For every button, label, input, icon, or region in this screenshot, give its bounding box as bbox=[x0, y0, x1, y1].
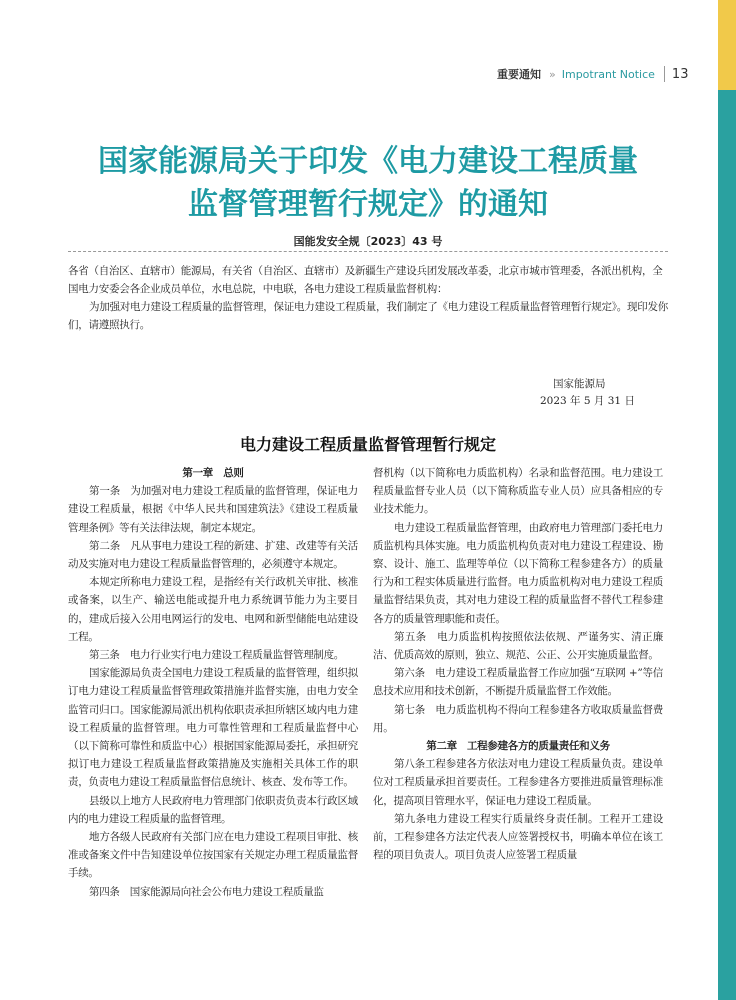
notice-title-line2: 监督管理暂行规定》的通知 bbox=[188, 187, 548, 222]
signature-org: 国家能源局 bbox=[553, 378, 606, 390]
article-2-definition: 本规定所称电力建设工程，是指经有关行政机关审批、核准或备案，以生产、输送电能或提升电力系统调节能力为主要目的，建成后接入公用电网运行的发电、电网和新型储能电站建设工程。 bbox=[68, 576, 358, 643]
left-column bbox=[68, 464, 358, 901]
article-3-local-duties: 县级以上地方人民政府电力管理部门依职责负责本行政区域内的电力建设工程质量的监督管理。 bbox=[68, 794, 358, 825]
article-4: 第四条 国家能源局向社会公布电力建设工程质量监 bbox=[89, 885, 324, 898]
chapter-2-heading: 第二章 工程参建各方的质量责任和义务 bbox=[426, 740, 610, 753]
divider-top bbox=[68, 251, 668, 252]
article-8: 第八条工程参建各方依法对电力建设工程质量负责。建设单位对工程质量承担首要责任。工程参建各方要推进质量管理标准化，提高项目管理水平，保证电力建设工程质量。 bbox=[373, 758, 663, 807]
document-number: 国能发安全规〔2023〕43 号 bbox=[293, 235, 443, 248]
article-3-nea-duties: 国家能源局负责全国电力建设工程质量的监督管理，组织拟订电力建设工程质量监督管理政策措施并监督实施，由电力安全监管司归口。国家能源局派出机构依职责承担所辖区域内电力建设工程质量的监督管理。电力可靠性管理和工程质量监督中心（以下简称可靠性和质监中心）根据国家能源局委托，承担研究拟订电力建设工程质量监督政策措施及实施相关具体工作的职责，负责电力建设工程质量监督信息统计、核查、发布等工作。 bbox=[68, 667, 358, 789]
notice-body bbox=[68, 262, 668, 334]
addressee-paragraph: 各省（自治区、直辖市）能源局，有关省（自治区、直辖市）及新疆生产建设兵团发展改革委，北京市城市管理委，各派出机构，全国电力安委会各企业成员单位，水电总院，中电联，各电力建设工程质量监督机构： bbox=[68, 265, 663, 295]
section-label-en: Impotrant Notice bbox=[561, 67, 655, 81]
chevron-icon: » bbox=[549, 67, 556, 81]
notice-title bbox=[0, 140, 736, 226]
notice-title-line1: 国家能源局关于印发《电力建设工程质量 bbox=[98, 144, 638, 179]
article-3-approval-notice: 地方各级人民政府有关部门应在电力建设工程项目审批、核准或备案文件中告知建设单位按国家有关规定办理工程质量监督手续。 bbox=[68, 831, 358, 880]
article-9: 第九条电力建设工程实行质量终身责任制。工程开工建设前，工程参建各方法定代表人应签署授权书，明确本单位在该工程的项目负责人。项目负责人应签署工程质量 bbox=[373, 812, 663, 862]
regulation-title: 电力建设工程质量监督管理暂行规定 bbox=[239, 435, 496, 454]
article-4-supervision: 电力建设工程质量监督管理，由政府电力管理部门委托电力质监机构具体实施。电力质监机构负责对电力建设工程建设、勘察、设计、施工、监理等单位（以下简称工程参建各方）的质量行为和工程实体质量进行监督。电力质监机构对电力建设工程质量监督结果负责，其对电力建设工程的质量监督不替代工程参建各方的质量管理职能和责任。 bbox=[373, 521, 663, 625]
article-5: 第五条 电力质监机构按照依法依规、严谨务实、清正廉洁、优质高效的原则，独立、规范、公正、公开实施质量监督。 bbox=[373, 630, 663, 662]
section-label: 重要通知 bbox=[497, 68, 541, 81]
article-4-continued: 督机构（以下简称电力质监机构）名录和监督范围。电力建设工程质量监督专业人员（以下简称质监专业人员）应具备相应的专业技术能力。 bbox=[373, 467, 663, 516]
signature-date: 2023 年 5 月 31 日 bbox=[540, 395, 635, 407]
page-number: 13 bbox=[671, 66, 689, 82]
right-column bbox=[373, 464, 663, 864]
notice-paragraph: 为加强对电力建设工程质量的监督管理，保证电力建设工程质量，我们制定了《电力建设工程质量监督管理暂行规定》。现印发你们，请遵照执行。 bbox=[68, 301, 668, 331]
article-3: 第三条 电力行业实行电力建设工程质量监督管理制度。 bbox=[89, 649, 344, 662]
running-header bbox=[497, 64, 688, 84]
header-divider bbox=[664, 66, 665, 82]
article-7: 第七条 电力质监机构不得向工程参建各方收取质量监督费用。 bbox=[373, 703, 663, 734]
chapter-1-heading: 第一章 总则 bbox=[182, 467, 244, 479]
article-2: 第二条 凡从事电力建设工程的新建、扩建、改建等有关活动及实施对电力建设工程质量监督管理的，必须遵守本规定。 bbox=[68, 539, 358, 571]
article-1: 第一条 为加强对电力建设工程质量的监督管理，保证电力建设工程质量，根据《中华人民共和国建筑法》《建设工程质量管理条例》等有关法律法规，制定本规定。 bbox=[68, 485, 358, 534]
article-6: 第六条 电力建设工程质量监督工作应加强“互联网 +”等信息技术应用和技术创新，不断提升质量监督工作效能。 bbox=[373, 667, 663, 698]
